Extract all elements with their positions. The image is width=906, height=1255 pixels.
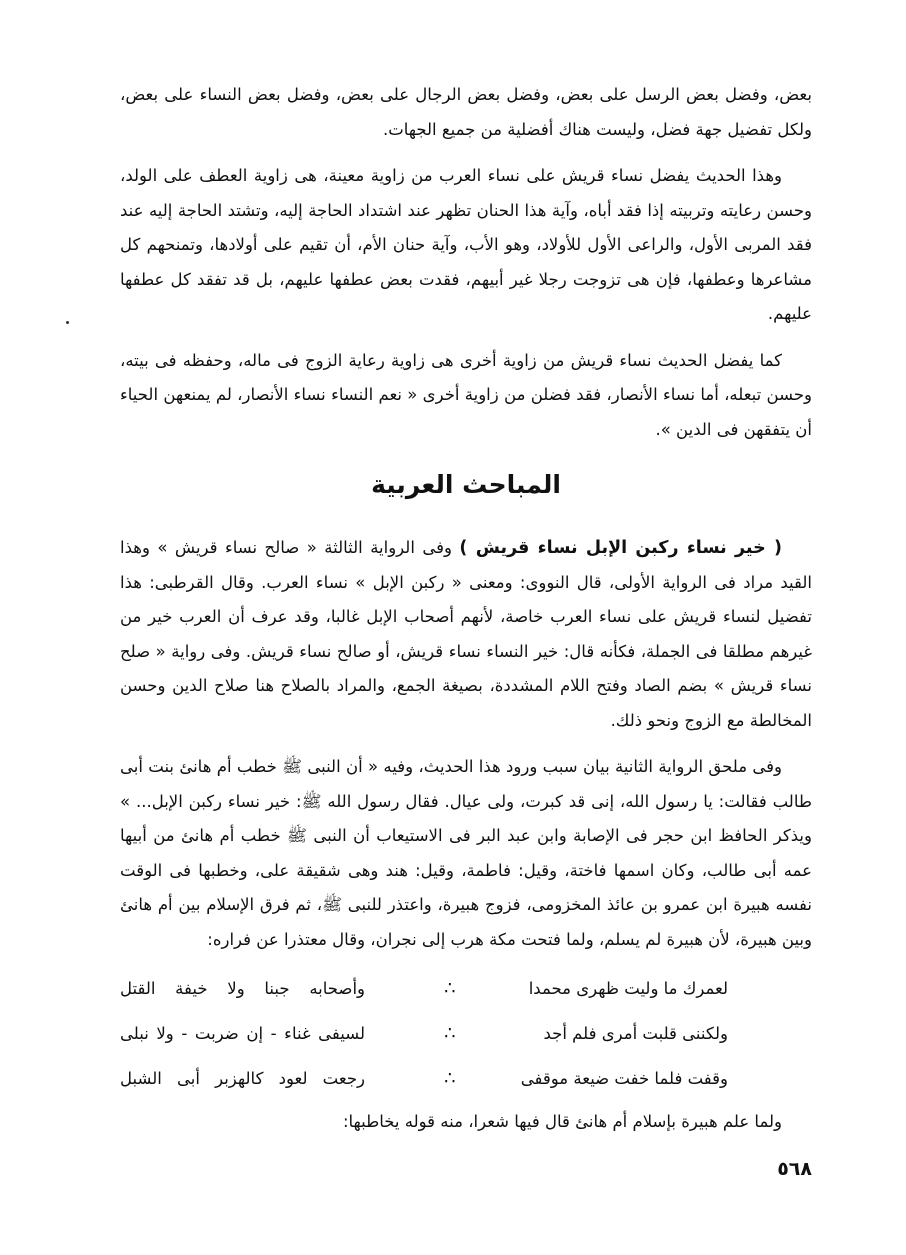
verse-second-hemistich: لسيفى غناء - إن ضربت - ولا نبلى bbox=[120, 1024, 365, 1043]
poem bbox=[120, 969, 812, 1099]
page-number: ٥٦٨ bbox=[777, 1158, 812, 1180]
verse-separator: ∴ bbox=[444, 1023, 456, 1044]
margin-mark bbox=[66, 321, 69, 324]
verse-second-hemistich: رجعت لعود كالهزبر أبى الشبل bbox=[120, 1069, 365, 1088]
verse-second-hemistich: وأصحابه جبنا ولا خيفة القتل bbox=[120, 979, 365, 998]
paragraph-3: كما يفضل الحديث نساء قريش من زاوية أخرى هى زاوية رعاية الزوج فى ماله، وحفظه فى بيته، وحسن تبعله، أما نساء الأنصار، فقد فضلن من زاوية أخرى « نعم النساء نساء الأنصار، لم يمنعهن الحياء أن يتفقهن فى الدين ». bbox=[120, 350, 812, 439]
verse-first-hemistich: لعمرك ما وليت ظهرى محمدا bbox=[528, 979, 728, 998]
verse-separator: ∴ bbox=[444, 1068, 456, 1089]
poem-verse bbox=[120, 1059, 812, 1099]
hadith-phrase: ( خير نساء ركبن الإبل نساء قريش ) bbox=[459, 538, 782, 558]
page-body bbox=[120, 78, 812, 1152]
poem-verse bbox=[120, 969, 812, 1009]
poem-verse bbox=[120, 1014, 812, 1054]
paragraph-2: وهذا الحديث يفضل نساء قريش على نساء العرب من زاوية معينة، هى زاوية العطف على الولد، وحسن رعايته وتربيته إذا فقد أباه، وآية هذا الحنان تظهر عند اشتداد الحاجة إليه، وتشتد الحاجة إليه عند فقد المربى الأول، والراعى الأول للأولاد، وهو الأب، وآية حنان الأم، أن تقيم على أولادها، وتمنحهم كل مشاعرها وعطفها، فإن هى تزوجت رجلا غير أبيهم، فقدت بعض عطفها عليهم، بل قد تفقد كل عطفها عليهم. bbox=[120, 166, 812, 323]
verse-first-hemistich: ولكننى قلبت أمرى فلم أجد bbox=[543, 1024, 728, 1043]
verse-separator: ∴ bbox=[444, 978, 456, 999]
paragraph-5: وفى ملحق الرواية الثانية بيان سبب ورود هذا الحديث، وفيه « أن النبى ﷺ خطب أم هانئ بنت أبى طالب فقالت: يا رسول الله، إنى قد كبرت، ولى عيال. فقال رسول الله ﷺ: خير نساء ركبن الإبل... » ويذكر الحافظ ابن حجر فى الإصابة وابن عبد البر فى الاستيعاب أن النبى ﷺ خطب أم هانئ من أبيها عمه أبى طالب، وكان اسمها فاختة، وقيل: فاطمة، وقيل: هند وهى شقيقة على، وخطبها فى الوقت نفسه هبيرة ابن عمرو بن عائذ المخزومى، فزوج هبيرة، واعتذر للنبى ﷺ، ثم فرق الإسلام بين أم هانئ وبين هبيرة، لأن هبيرة لم يسلم، ولما فتحت مكة هرب إلى نجران، وقال معتذرا عن فراره: bbox=[120, 757, 812, 949]
verse-first-hemistich: وقفت فلما خفت ضيعة موقفى bbox=[520, 1069, 728, 1088]
paragraph-6: ولما علم هبيرة بإسلام أم هانئ قال فيها شعرا، منه قوله يخاطبها: bbox=[342, 1112, 782, 1131]
paragraph-4-text: وفى الرواية الثالثة « صالح نساء قريش » وهذا القيد مراد فى الرواية الأولى، قال النووى: ومعنى « ركبن الإبل » نساء العرب. وقال القرطبى: هذا تفضيل لنساء قريش على نساء العرب خاصة، لأنهم أصحاب الإبل غالبا، وقد عرف أن العرب خير من غيرهم مطلقا فى الجملة، فكأنه قال: خير النساء نساء قريش، أو صالح نساء قريش. وفى رواية « صلح نساء قريش » بضم الصاد وفتح اللام المشددة، بصيغة الجمع، والمراد بالصلاح هنا صلاح الدين وحسن المخالطة مع الزوج ونحو ذلك. bbox=[120, 538, 812, 730]
paragraph-1: بعض، وفضل بعض الرسل على بعض، وفضل بعض الرجال على بعض، وفضل بعض النساء على بعض، ولكل تفضيل جهة فضل، وليست هناك أفضلية من جميع الجهات. bbox=[120, 85, 812, 139]
paragraph-4 bbox=[120, 531, 812, 738]
section-heading: المباحث العربية bbox=[371, 470, 561, 499]
